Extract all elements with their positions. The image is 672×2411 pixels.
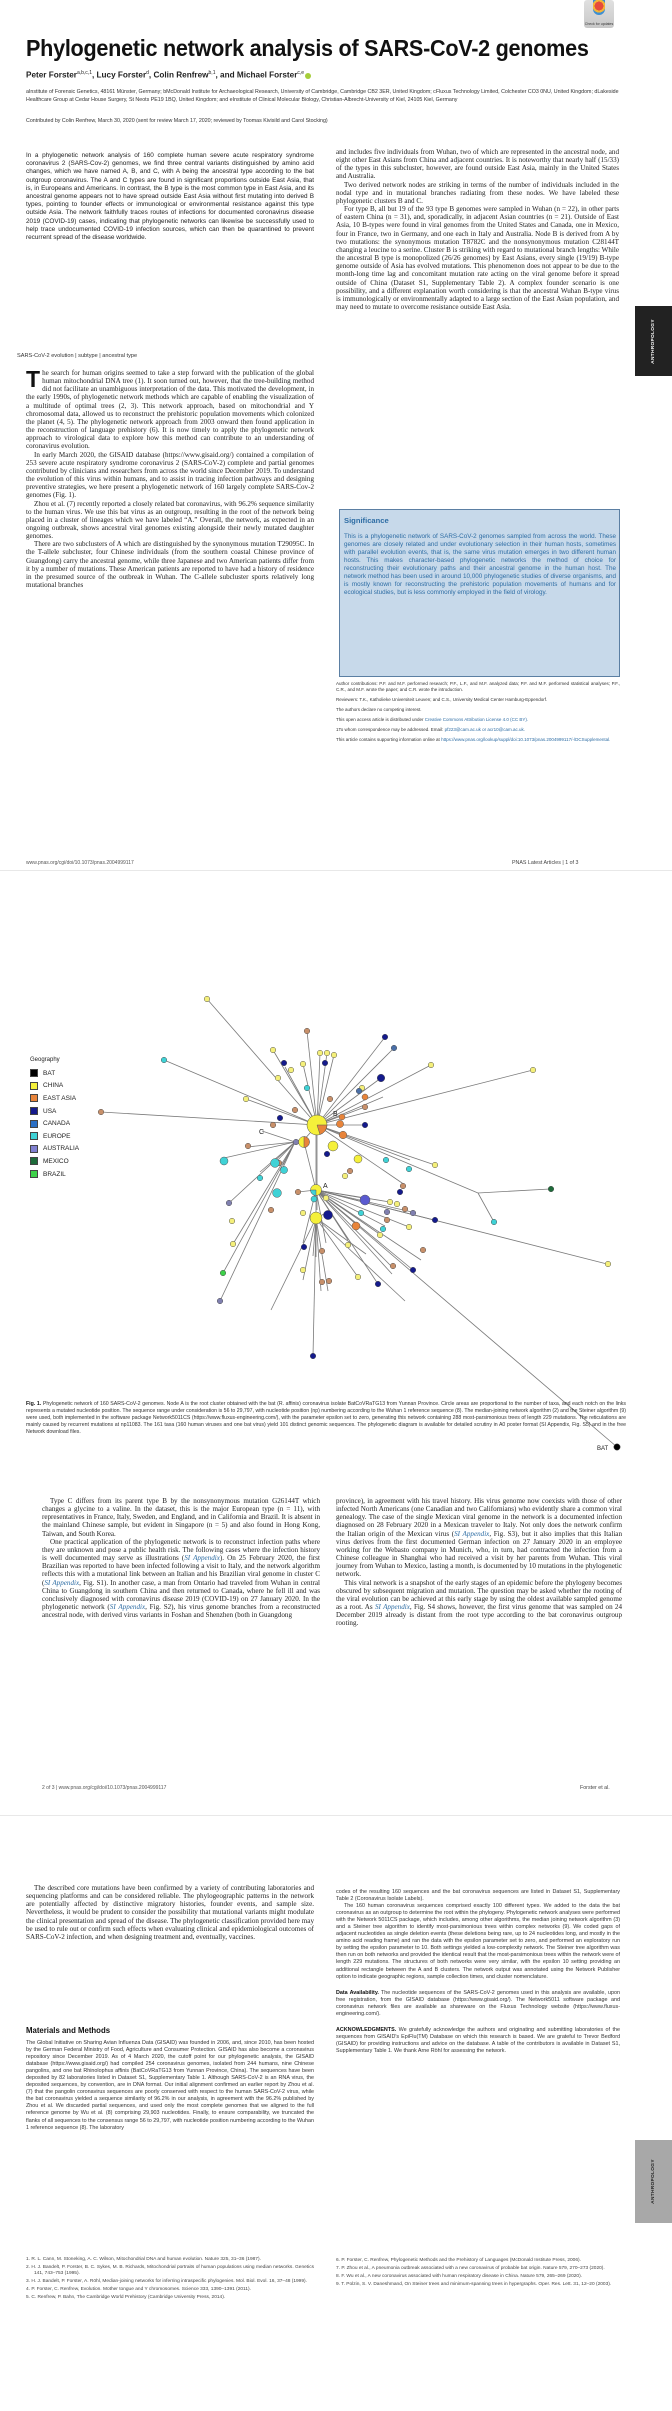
check-for-updates-badge[interactable] xyxy=(584,0,614,28)
legend-item-brazil xyxy=(30,1168,79,1181)
orcid-icon[interactable] xyxy=(305,73,311,79)
contributed-by: Contributed by Colin Renfrew, March 30, 2020 (sent for review March 17, 2020; reviewed by Toomas Kivisild and Carol Stocking) xyxy=(26,118,328,124)
correspondence-text: 1To whom correspondence may be addressed. Email: xyxy=(336,727,445,732)
competing-interest-note: The authors declare no competing interest. xyxy=(336,707,422,712)
legend-swatch xyxy=(30,1157,38,1165)
legend-label: USA xyxy=(43,1107,57,1115)
page1-right-column xyxy=(336,148,619,311)
check-updates-label: Check for updates xyxy=(584,21,614,26)
footnotes xyxy=(336,681,620,747)
side-tab-label: ANTHROPOLOGY xyxy=(651,2159,657,2204)
supporting-info-link[interactable]: https://www.pnas.org/lookup/suppl/doi:10.1073/pnas.2004999117/-/DCSupplemental. xyxy=(441,737,611,742)
paragraph-text: province), in agreement with his travel history. His virus genome now coexists with those of other infected North Americans (one Canadian and two Californians) who evidently share a common viral genealogy. The case of the single Mexican viral genome in the network is a documented infection diagnosed on 28 February 2020 in a Mexican traveler to Italy. Not only does the network confirm the Italian origin of the Mexican virus ( xyxy=(336,1497,622,1538)
legend-item-mexico xyxy=(30,1155,79,1168)
reference-item[interactable]: 6. P. Forster, C. Renfrew, Phylogenetic Methods and the Prehistory of Languages (McDonald Institute Press, 2006). xyxy=(336,2258,581,2263)
caption-text: Phylogenetic network of 160 SARS-CoV-2 genomes. Node A is the root cluster obtained with the bat (R. affinis) coronavirus isolate BatCoVRaTG13 from Yunnan Province. Circle areas are proportional to the number of taxa, and each notch on the links represents a mutated nucleotide position. The sequence range under consideration is 56 to 29,797, with nucleotide position (np) numbering according to the Wuhan 1 reference sequence (8). The median-joining network algorithm (2) and the Steiner algorithm (9) were used, both implemented in the software package Network5011CS (https://www.fluxus-engineering.com/), with the parameter epsilon set to zero, generating this network containing 288 most-parsimonious trees of length 229 mutations. The reticulations are mainly caused by recurrent mutations at np11083. The 161 taxa (160 human viruses and one bat virus) yield 101 distinct genomic sequences. The phylogenetic diagram is available for detailed scrutiny in A0 poster format (SI Appendix, Fig. S5) and in the free Network download files. xyxy=(26,1401,626,1435)
correspondence-note xyxy=(336,727,620,733)
data-availability-text: The nucleotide sequences of the SARS-CoV-2 genomes used in this analysis are available, upon free registration, from the GISAID database (https://www.gisaid.org/). The Network5011 software package and coronavirus network files are available as shareware on the Fluxus Technology website (https://www.fluxus-engineering.com/). xyxy=(336,1989,620,2017)
legend-label: CHINA xyxy=(43,1082,64,1090)
methods-paragraph: codes of the resulting 160 sequences and the bat coronavirus sequences are listed in Dataset S1, Supplementary Table 2 (Coronavirus Isolate Labels). xyxy=(336,1889,620,1903)
keywords: SARS-CoV-2 evolution | subtype | ancestral type xyxy=(17,353,138,359)
article-title: Phylogenetic network analysis of SARS-CoV-2 genomes xyxy=(26,35,589,61)
reference-item[interactable]: 5. C. Renfrew, P. Bahn, The Cambridge World Prehistory (Cambridge University Press, 2014). xyxy=(26,2295,226,2301)
license-note xyxy=(336,717,620,723)
acknowledgments xyxy=(336,2027,620,2055)
supporting-info-note xyxy=(336,737,620,743)
body-paragraph: Zhou et al. (7) recently reported a closely related bat coronavirus, with 96.2% sequence similarity to the human virus. We use this bat virus as an outgroup, resulting in the root of the network being placed in a cluster of lineages which we have labeled “A.” Overall, the network, as expected in an ongoing outbreak, shows ancestral viral genomes existing alongside their newly mutated daughter genomes. xyxy=(26,499,314,541)
paragraph-text: , Fig. S4 shows, however, the first virus genome that was sampled on 24 December 2019 already is distant from the root type according to the bat coronavirus outgroup rooting. xyxy=(336,1603,623,1628)
author-separator: , xyxy=(91,70,97,80)
author-affil-marker: c,e xyxy=(297,70,305,76)
author-name[interactable]: Michael Forster xyxy=(236,70,298,80)
legend-swatch xyxy=(30,1107,38,1115)
reference-item[interactable]: 2. H. J. Bandelt, P. Forster, B. C. Sykes, M. B. Richards, Mitochondrial portraits of human populations using median networks. Genetics 141, 743–753 (1995). xyxy=(26,2264,314,2277)
author-contributions: Author contributions: P.F. and M.F. performed research; P.F., L.F., and M.F. analyzed data; P.F. and M.F. performed statistical analyses; P.F., C.R., and M.F. wrote the paper; and C.R. wrote the introduction. xyxy=(336,681,620,692)
references-right xyxy=(336,2258,620,2290)
body-paragraph: and includes five individuals from Wuhan, two of which are represented in the ancestral node, and eight other East Asians from China and adjacent countries. It is noteworthy that nearly half (15/33) of the types in this subcluster, however, are found outside East Asia, mainly in the United States and Australia. xyxy=(336,148,619,181)
reference-item[interactable]: 4. P. Forster, C. Renfrew, Evolution. Mother tongue and Y chromosomes. Science 333, 1390–1391 (2011). xyxy=(26,2287,251,2293)
supporting-info-text: This article contains supporting information online at xyxy=(336,737,442,742)
body-paragraph: In early March 2020, the GISAID database (https://www.gisaid.org/) contained a compilation of 253 severe acute respiratory syndrome coronavirus 2 (SARS-CoV-2) complete and partial genomes contributed by clinicians and researchers from across the world since December 2019. To understand the evolution of this virus within humans, and to assist in tracing infection pathways and designing preventive strategies, we here present a phylogenetic network of 160 largely complete SARS-Cov-2 genomes (Fig. 1). xyxy=(26,450,314,500)
page1-left-column xyxy=(26,366,314,590)
acknowledgments-label: ACKNOWLEDGMENTS. xyxy=(336,2026,397,2033)
methods-left-column xyxy=(26,2040,314,2132)
correspondence-email-link[interactable]: pf223@cam.ac.uk or acr10@cam.ac.uk. xyxy=(444,727,525,732)
author-name[interactable]: Lucy Forster xyxy=(96,70,147,80)
paragraph-text: This viral network is a snapshot of the early stages of an epidemic before the phylogeny becomes obscured by subsequent migration and mutation. The question may be asked whether the rooting of the viral evolution can be achieved at this early stage by using the oldest available sampled genome as a root. As xyxy=(336,1578,622,1612)
page2-footer-left[interactable]: 2 of 3 | www.pnas.org/cgi/doi/10.1073/pnas.2004999117 xyxy=(42,1785,167,1791)
legend-item-australia xyxy=(30,1143,79,1156)
reference-item[interactable]: 1. R. L. Cann, M. Stoneking, A. C. Wilson, Mitochondrial DNA and human evolution. Nature 325, 31–36 (1987). xyxy=(26,2257,261,2262)
drop-cap: T xyxy=(26,366,41,392)
legend-swatch xyxy=(30,1069,38,1077)
reviewers-note: Reviewers: T.K., Katholieke Universiteit Leuven; and C.S., University Medical Center Hamburg-Eppendorf. xyxy=(336,697,548,702)
data-availability xyxy=(336,1990,620,2018)
reference-item[interactable]: 9. T. Polzin, S. V. Daneshmand, On Steiner trees and minimum-spanning trees in hypergraphs. Oper. Res. Lett. 31, 12–20 (2003). xyxy=(336,2281,612,2287)
body-paragraph xyxy=(336,1579,622,1628)
reference-item[interactable]: 8. F. Wu et al., A new coronavirus associated with human respiratory disease in China. Nature 579, 265–269 (2020). xyxy=(336,2273,583,2279)
legend-label: EUROPE xyxy=(43,1132,71,1140)
node-label-b: B xyxy=(333,1111,338,1118)
author-affil-marker: a,b,c,1 xyxy=(76,70,92,76)
author-separator: , xyxy=(148,70,154,80)
section-side-tab xyxy=(635,2140,672,2223)
legend-label: BAT xyxy=(43,1069,56,1077)
methods-paragraph: The Global Initiative on Sharing Avian Influenza Data (GISAID) was founded in 2006, and, since 2010, has been hosted by the German Federal Ministry of Food, Agriculture and Consumer Protection. GISAID has also become a coronavirus repository since December 2019. As of 4 March 2020, the cutoff point for our phylogenetic analysis, the GISAID database (https://www.gisaid.org/) had compiled 254 coronavirus genomes, isolated from 244 humans, nine Chinese pangolins, and one bat Rhinolophus affinis (BatCoVRaTG13 from Yunnan Province, China). The sequences have been deposited by 82 laboratories listed in Dataset S1, Supplementary Table 1. Although SARS-CoV-2 is an RNA virus, the deposited sequences, by convention, are in DNA format. Our initial alignment confirmed an earlier report by Zhou et al. (7) that the pangolin coronavirus sequences are poorly conserved with respect to the human SARS-CoV-2 virus, while the bat coronavirus yielded a sequence similarity of 96.2% in our analysis, in agreement with the 96.2% published by Zhou et al. We discarded partial sequences, and used only the most complete genomes that we aligned to the full reference genome by Wu et al. (8) comprising 29,903 nucleotides. Finally, to ensure comparability, we truncated the flanks of all sequences to the consensus range 56 to 29,797, with nucleotide position numbering according to the Wuhan 1 reference sequence (8). The laboratory xyxy=(26,2040,314,2131)
si-appendix-link[interactable]: SI Appendix xyxy=(374,1603,410,1612)
paragraph-text: , Fig. S1). In another case, a man from Ontario had traveled from Wuhan in central China to Guangdong in southern China and then returned to Canada, where he fell ill and was conclusively diagnosed with coronavirus disease 2019 (COVID-19) on 27 January 2020. In the phylogenetic network ( xyxy=(42,1578,321,1612)
page-number-footer: PNAS Latest Articles | 1 of 3 xyxy=(512,860,579,866)
paragraph-text: ). On 25 February 2020, the first Brazilian was reported to have been infected following a visit to Italy, and the network algorithm reflects this with a mutational link between an Italian and his Brazilian viral genome in cluster C ( xyxy=(42,1554,321,1587)
intro-paragraph xyxy=(26,366,314,451)
acknowledgments-text: We gratefully acknowledge the authors and originating and submitting laboratories of the sequences from GISAID's EpiFlu(TM) Database on which this research is based. We are grateful to Trevor Bedford (GISAID) for providing instructions and advice on the database. A table of the contributors is available in Dataset S1, Supplementary Table 1. We thank Arne Röhl for assessing the network. xyxy=(336,2026,620,2054)
body-paragraph: For type B, all but 19 of the 93 type B genomes were sampled in Wuhan (n = 22), in other parts of eastern China (n = 31), and, sporadically, in adjacent Asian countries (n = 21). Outside of East Asia, 10 B-types were found in viral genomes from the United States and Canada, one in Mexico, four in France, two in Germany, and one each in Italy and Australia. Node B is derived from A by two mutations: the synonymous mutation T8782C and the nonsynonymous mutation C28144T changing a leucine to a serine. Cluster B is striking with regard to mutational branch lengths: While the ancestral B type is monopolized (26/26 genomes) by East Asians, every single (19/19) B-type genome outside of Asia has evolved mutations. This phenomenon does not appear to be due to the month-long time lag and concomitant mutation rate acting on the viral genome before it spread outside of China (Dataset S1, Supplementary Table 2). A complex founder scenario is one possibility, and a different explanation worth considering is that the ancestral Wuhan B-type virus is immunologically or environmentally adapted to a large section of the East Asian population, and may need to mutate to overcome resistance outside East Asia. xyxy=(336,205,619,311)
author-separator: , and xyxy=(215,70,237,80)
legend-item-europe xyxy=(30,1130,79,1143)
si-appendix-link[interactable]: SI Appendix xyxy=(184,1554,220,1563)
body-paragraph: There are two subclusters of A which are distinguished by the synonymous mutation T29095C. In the T-allele subcluster, four Chinese individuals (from the southern coastal Chinese province of Guangdong) carry the ancestral genome, while three Japanese and two American patients differ from it by a number of mutations. These American patients are reported to have had a history of residence in the presumed source of the outbreak in Wuhan. The C-allele subcluster sports relatively long mutational branches xyxy=(26,540,314,590)
body-paragraph: Two derived network nodes are striking in terms of the number of individuals included in the nodal type and in mutational branches radiating from these nodes. We have labeled these phylogenetic clusters B and C. xyxy=(336,180,619,205)
body-paragraph: The described core mutations have been confirmed by a variety of contributing laboratories and sequencing platforms and can be considered reliable. The phylogeographic patterns in the network are potentially affected by distinctive migratory histories, founder events, and sample size. Nevertheless, it would be prudent to consider the possibility that mutational variants might modulate the clinical presentation and spread of the disease. The phylogenetic classification provided here may be used to rule out or confirm such effects when evaluating clinical and epidemiological outcomes of SARS-CoV-2 infection, and when designing treatment and, eventually, vaccines. xyxy=(26,1884,314,1941)
figure-caption xyxy=(26,1401,626,1436)
significance-box xyxy=(339,509,620,677)
legend-swatch xyxy=(30,1145,38,1153)
si-appendix-link[interactable]: SI Appendix xyxy=(454,1529,490,1538)
legend-swatch xyxy=(30,1120,38,1128)
page2-right-column xyxy=(336,1497,622,1628)
node-label-c: C xyxy=(259,1129,265,1136)
page3-left-column xyxy=(26,1884,314,1941)
significance-text: This is a phylogenetic network of SARS-CoV-2 genomes sampled from across the world. These genomes are closely related and under evolutionary selection in their human hosts, sometimes with parallel evolution events, that is, the same virus mutation emerges in two different human hosts. This makes character-based phylogenetic networks the method of choice for reconstructing their evolutionary paths and their ancestral genome in the human host. The network method has been used in around 10,000 phylogenetic studies of diverse organisms, and is mostly known for reconstructing the prehistoric population movements of humans and for ecological studies, but is less commonly employed in the field of virology. xyxy=(344,533,616,596)
legend-label: MEXICO xyxy=(43,1157,69,1165)
crossmark-icon xyxy=(593,0,605,15)
legend-item-china xyxy=(30,1080,79,1093)
methods-right-column xyxy=(336,1889,620,2055)
body-paragraph: Type C differs from its parent type B by the nonsynonymous mutation G26144T which changes a glycine to a valine. In the dataset, this is the major European type (n = 11), with representatives in France, Italy, Sweden, and England, and in California and Brazil. It is absent in the mainland Chinese sample, but evident in Singapore (n = 5) and also found in Hong Kong, Taiwan, and South Korea. xyxy=(42,1497,320,1538)
legend-item-canada xyxy=(30,1117,79,1130)
data-availability-label: Data Availability. xyxy=(336,1989,379,1996)
legend-item-bat xyxy=(30,1067,79,1080)
methods-paragraph: The 160 human coronavirus sequences comprised exactly 100 different types. We added to the data the bat coronavirus as an outgroup to determine the root within the phylogeny. Phylogenetic network analyses were performed with the Network 5011CS package, which includes, among other algorithms, the median joining network algorithm (3) and a Steiner tree algorithm to identify most-parsimonious trees within complex networks (9). We coded gaps of adjacent nucleotides as single deletion events (these deletions being rare, up to 24 nucleotides long, and mostly in the amino acid reading frame) and ran the data with the epsilon parameter set to zero, and performed an exploratory run by setting the epsilon parameter to 10. Both settings yielded a low-complexity network. The Steiner tree algorithm was then run on both networks and provided the identical result that the most-parsimonious trees within the network were of length 229 mutations. The structures of both networks were very similar, with the epsilon 10 setting providing an additional rectangle between the A and B clusters. The network output was annotated using the Network Publisher option to indicate geographic regions, sample collection times, and cluster nomenclature. xyxy=(336,1903,620,1980)
paragraph-text: , Fig. S3), but it also implies that this Italian virus derives from the first documented German infection on 27 January 2020 in an employee working for the Webasto company in Munich, who, in turn, had contracted the infection from a Chinese colleague in Shanghai who had received a visit by her parents from Wuhan. This viral journey from Wuhan to Mexico, lasting a month, is documented by 10 mutations in the phylogenetic network. xyxy=(336,1529,622,1579)
author-name[interactable]: Peter Forster xyxy=(26,70,77,80)
legend-swatch xyxy=(30,1094,38,1102)
legend-swatch xyxy=(30,1082,38,1090)
legend-swatch xyxy=(30,1170,38,1178)
legend-label: BRAZIL xyxy=(43,1170,66,1178)
page-divider xyxy=(0,1815,672,1816)
license-text: This open access article is distributed under xyxy=(336,717,425,722)
network-nodes xyxy=(98,996,620,1450)
author-affil-marker: d xyxy=(146,70,149,76)
doi-footer[interactable]: www.pnas.org/cgi/doi/10.1073/pnas.2004999117 xyxy=(26,860,134,866)
si-appendix-link[interactable]: SI Appendix xyxy=(109,1603,146,1612)
paragraph-text: One practical application of the phylogenetic network is to reconstruct infection paths where they are unknown and pose a public health risk. The following cases where the infection history is well documented may serve as illustrations ( xyxy=(42,1537,320,1563)
node-label-bat: BAT xyxy=(597,1446,609,1452)
body-paragraph xyxy=(42,1538,320,1620)
figure-legend xyxy=(30,1057,79,1180)
side-tab-label: ANTHROPOLOGY xyxy=(651,318,657,364)
author-list xyxy=(26,70,311,80)
caption-label: Fig. 1. xyxy=(26,1401,42,1407)
reference-item[interactable]: 7. P. Zhou et al., A pneumonia outbreak associated with a new coronavirus of probable bat origin. Nature 579, 270–273 (2020). xyxy=(336,2265,605,2271)
legend-item-usa xyxy=(30,1105,79,1118)
legend-label: CANADA xyxy=(43,1120,71,1128)
affiliations: aInstitute of Forensic Genetics, 48161 Münster, Germany; bMcDonald Institute for Archaeological Research, University of Cambridge, Cambridge CB2 3ER, United Kingdom; cFluxus Technology Limited, Colchester CO3 0NU, United Kingdom; dLakeside Healthcare Group at Cedar House Surgery, St Neots PE19 1BQ, United Kingdom; and eInstitute of Clinical Molecular Biology, Christian-Albrecht-University of Kiel, 24105 Kiel, Germany xyxy=(26,89,619,103)
body-paragraph xyxy=(336,1497,622,1579)
paragraph-text: , Fig. S2), his virus genome branches from a reconstructed ancestral node, with derived virus variants in Foshan and Shenzhen (both in Guangdong xyxy=(42,1603,320,1620)
references-left xyxy=(26,2257,314,2303)
methods-heading: Materials and Methods xyxy=(26,2026,111,2035)
section-side-tab xyxy=(635,306,672,376)
paragraph-text: he search for human origins seemed to take a step forward with the publication of the global human mitochondrial DNA tree (1). It soon turned out, however, that the tree-building method did not facilitate an unambiguous interpretation of the data. This motivated the development, in the early 1990s, of phylogenetic network methods which are capable of enabling the visualization of a multitude of optimal trees (2, 3). This network approach, based on mitochondrial and Y chromosomal data, allowed us to reconstruct the prehistoric population movements which colonized the planet (4, 5). The phylogenetic network approach from 2003 onward then found application in the reconstruction of language prehistory (6). It is now timely to apply the phylogenetic network approach to virological data to explore how this method can contribute to an understanding of coronavirus evolution. xyxy=(26,369,314,451)
abstract: In a phylogenetic network analysis of 160 complete human severe acute respiratory syndrome coronavirus 2 (SARS-Cov-2) genomes, we find three central variants distinguished by amino acid changes, which we have named A, B, and C, with A being the ancestral type according to the bat outgroup coronavirus. The A and C types are found in significant proportions outside East Asia, that is, in Europeans and Americans. In contrast, the B type is the most common type in East Asia, and its ancestral genome appears not to have spread outside East Asia without first mutating into derived B types, pointing to founder effects or immunological or environmental resistance against this type outside Asia. The network faithfully traces routes of infections for documented coronavirus disease 2019 (COVID-19) cases, indicating that phylogenetic networks can likewise be successfully used to help trace undocumented COVID-19 infection sources, which can then be quarantined to prevent recurrent spread of the disease worldwide. xyxy=(26,152,314,242)
legend-swatch xyxy=(30,1132,38,1140)
node-label-a: A xyxy=(323,1183,328,1190)
license-link[interactable]: Creative Commons Attribution License 4.0 (CC BY). xyxy=(424,717,529,722)
legend-item-east-asia xyxy=(30,1092,79,1105)
legend-label: EAST ASIA xyxy=(43,1094,77,1102)
author-affil-marker: b,1 xyxy=(208,70,216,76)
legend-title: Geography xyxy=(30,1057,60,1063)
si-appendix-link[interactable]: SI Appendix xyxy=(44,1578,80,1587)
page2-footer-right: Forster et al. xyxy=(580,1785,610,1791)
significance-title: Significance xyxy=(344,516,389,525)
legend-label: AUSTRALIA xyxy=(43,1145,80,1153)
reference-item[interactable]: 3. H. J. Bandelt, P. Forster, A. Röhl, Median-joining networks for inferring intraspecific phylogenies. Mol. Biol. Evol. 16, 37–48 (1999). xyxy=(26,2279,307,2285)
page2-left-column xyxy=(42,1497,320,1619)
author-name[interactable]: Colin Renfrew xyxy=(153,70,209,80)
